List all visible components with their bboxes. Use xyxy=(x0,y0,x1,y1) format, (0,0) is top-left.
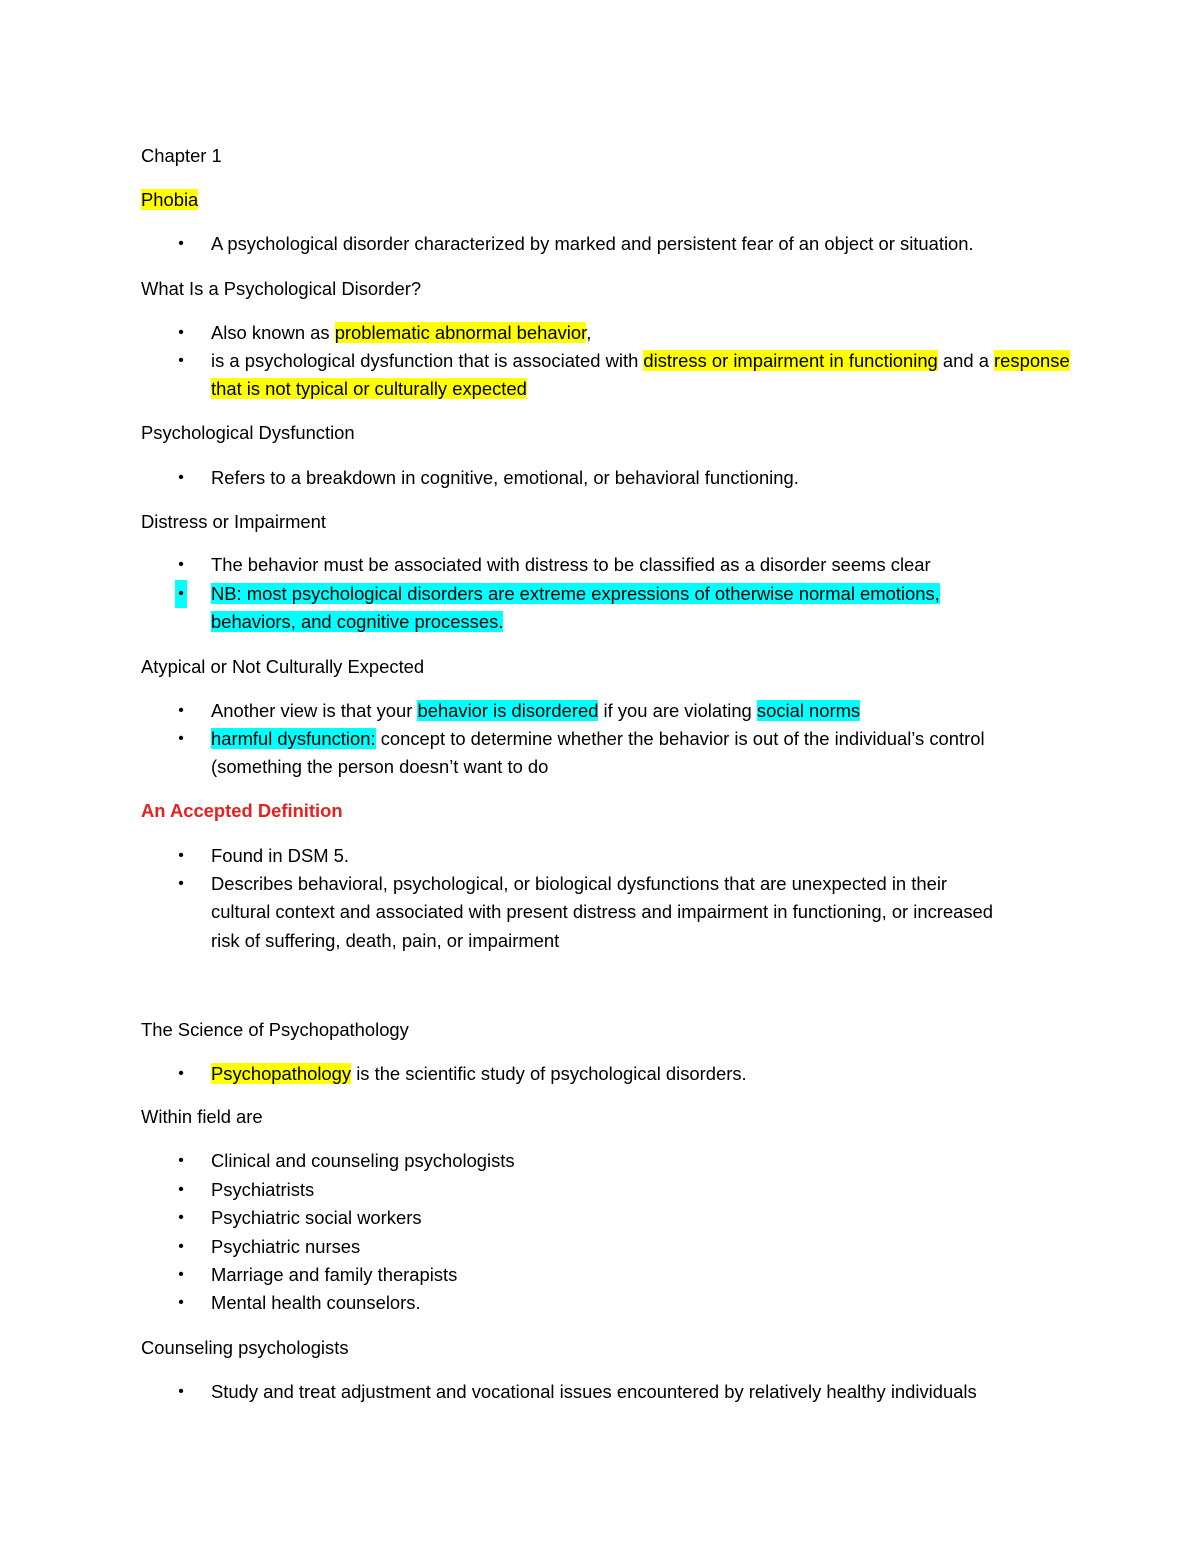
highlighted-term: behavior is disordered xyxy=(417,700,599,721)
psych-disorder-heading: What Is a Psychological Disorder? xyxy=(141,278,422,299)
bullet-icon: • xyxy=(178,847,184,864)
text-run: and a xyxy=(937,350,995,371)
highlighted-term: NB: most psychological disorders are extreme expressions of otherwise normal emotions, behaviors, and cognitive processes. xyxy=(211,583,940,633)
psychopathology-definition xyxy=(211,1060,1071,1088)
atypical-heading: Atypical or Not Culturally Expected xyxy=(141,656,425,677)
within-field-heading: Within field are xyxy=(141,1106,263,1127)
profession-item: Marriage and family therapists xyxy=(211,1264,458,1285)
dsm-reference: Found in DSM 5. xyxy=(211,845,349,866)
bullet-icon: • xyxy=(178,235,184,252)
counseling-description: Study and treat adjustment and vocational issues encountered by relatively healthy individuals xyxy=(211,1381,977,1402)
bullet-icon: • xyxy=(178,1181,184,1198)
bullet-icon: • xyxy=(178,1294,184,1311)
text-run: Another view is that your xyxy=(211,700,418,721)
text-run: is the scientific study of psychological disorders. xyxy=(351,1063,747,1084)
chapter-title: Chapter 1 xyxy=(141,145,222,166)
bullet-icon: • xyxy=(178,469,184,486)
phobia-definition: A psychological disorder characterized by marked and persistent fear of an object or situation. xyxy=(211,233,974,254)
bullet-icon: • xyxy=(178,702,184,719)
nb-note xyxy=(211,580,1011,637)
bullet-icon: • xyxy=(178,730,184,747)
bullet-icon: • xyxy=(178,352,184,369)
bullet-icon: • xyxy=(178,875,184,892)
harmful-dysfunction-text xyxy=(211,725,1031,782)
text-run: concept to determine whether the behavior is out of the individual’s control (something the person doesn’t want to do xyxy=(211,728,985,778)
text-run: Also known as xyxy=(211,322,335,343)
highlighted-term: distress or impairment in functioning xyxy=(643,350,938,371)
highlighted-term: response that is not typical or culturally expected xyxy=(211,350,1070,400)
highlighted-term: problematic abnormal behavior xyxy=(334,322,587,343)
highlighted-term: social norms xyxy=(756,700,861,721)
phobia-heading-highlight: Phobia xyxy=(141,189,199,210)
science-heading: The Science of Psychopathology xyxy=(141,1019,409,1040)
profession-item: Clinical and counseling psychologists xyxy=(211,1150,515,1171)
bullet-icon: • xyxy=(178,1383,184,1400)
text-run: is a psychological dysfunction that is associated with xyxy=(211,350,644,371)
social-norms-text xyxy=(211,697,1071,725)
text-run: , xyxy=(586,322,592,343)
phobia-heading xyxy=(141,186,198,214)
profession-item: Psychiatric social workers xyxy=(211,1207,422,1228)
dysfunction-association-text xyxy=(211,347,1071,404)
also-known-as-text xyxy=(211,319,1071,347)
bullet-icon: • xyxy=(178,324,184,341)
bullet-icon: • xyxy=(178,1152,184,1169)
bullet-icon: • xyxy=(175,580,187,608)
distress-criterion: The behavior must be associated with distress to be classified as a disorder seems clear xyxy=(211,554,931,575)
distress-heading: Distress or Impairment xyxy=(141,511,326,532)
definition-description: Describes behavioral, psychological, or biological dysfunctions that are unexpected in their cultural context and associated with present distress and impairment in functioning, or increased risk of suffering, death, pain, or impairment xyxy=(211,873,994,951)
highlighted-term: harmful dysfunction: xyxy=(211,728,376,749)
bullet-icon: • xyxy=(178,1238,184,1255)
profession-item: Psychiatric nurses xyxy=(211,1236,361,1257)
highlighted-term: Psychopathology xyxy=(211,1063,352,1084)
bullet-icon: • xyxy=(178,1266,184,1283)
counseling-heading: Counseling psychologists xyxy=(141,1337,349,1358)
text-run: if you are violating xyxy=(598,700,757,721)
profession-item: Mental health counselors. xyxy=(211,1292,421,1313)
definition-heading: An Accepted Definition xyxy=(141,800,343,821)
bullet-icon: • xyxy=(178,1065,184,1082)
dysfunction-heading: Psychological Dysfunction xyxy=(141,422,355,443)
bullet-icon: • xyxy=(178,556,184,573)
dysfunction-definition: Refers to a breakdown in cognitive, emotional, or behavioral functioning. xyxy=(211,467,799,488)
profession-item: Psychiatrists xyxy=(211,1179,315,1200)
bullet-icon: • xyxy=(178,1209,184,1226)
